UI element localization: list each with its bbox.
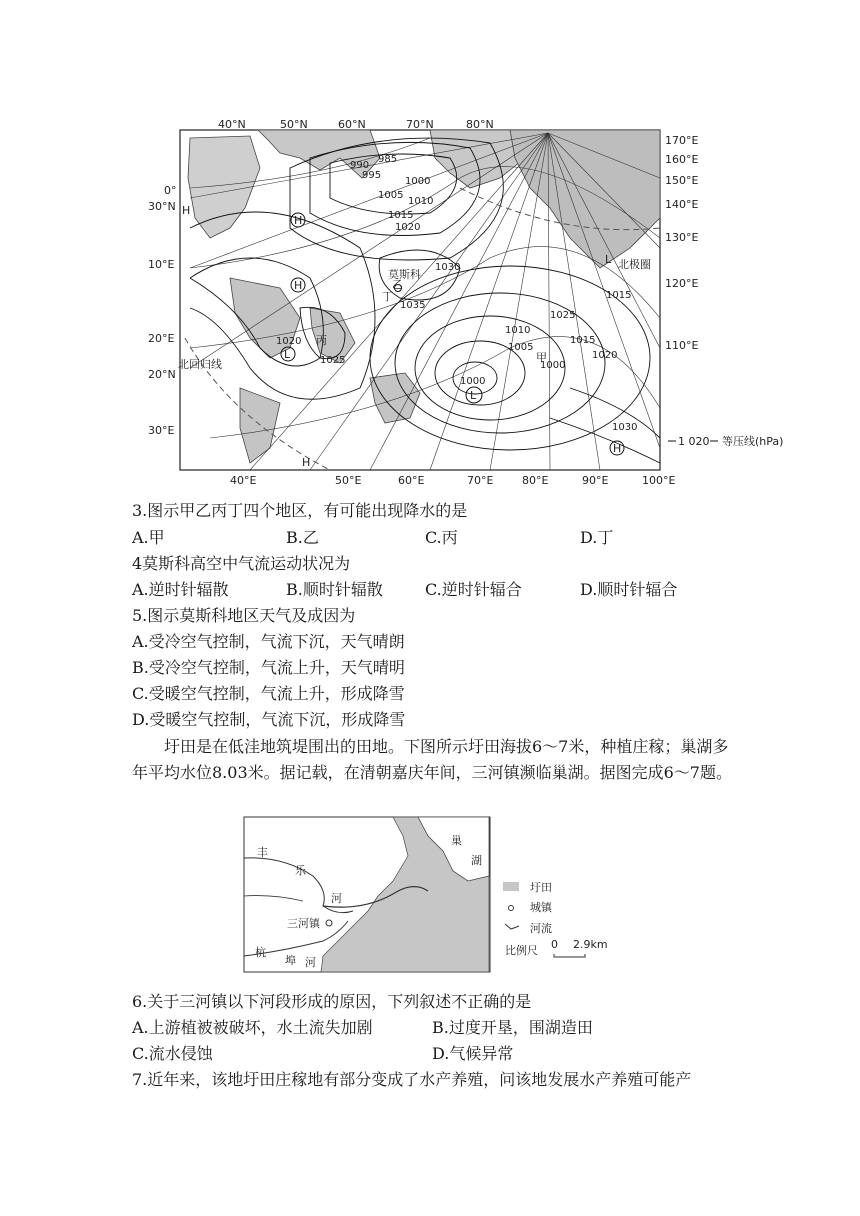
q3-stem: 3.图示甲乙丙丁四个地区，有可能出现降水的是 (132, 501, 468, 520)
lon-right-120: 120°E (665, 277, 699, 290)
lat-label-60: 60°N (338, 118, 366, 131)
legend-polder: 圩田 (530, 881, 552, 894)
isobar-label: 1005 (508, 342, 534, 353)
lon-bottom-80: 80°E (522, 474, 549, 487)
q3-option-d[interactable]: D.丁 (580, 528, 614, 547)
left-label-30e: 30°E (148, 424, 175, 437)
lon-bottom-70: 70°E (467, 474, 494, 487)
region-jia: 甲 (536, 351, 547, 364)
river-label-he2: 河 (305, 956, 316, 969)
isobar-label: 1010 (505, 325, 531, 336)
tropic-label: 北回归线 (178, 358, 222, 371)
weather-map (130, 118, 820, 490)
q6-option-c[interactable]: C.流水侵蚀 (132, 1044, 213, 1063)
legend-text: 等压线(hPa) (722, 435, 784, 448)
high-center: H (613, 442, 622, 455)
q6-stem: 6.关于三河镇以下河段形成的原因，下列叙述不正确的是 (132, 992, 532, 1011)
lat-label-80: 80°N (466, 118, 494, 131)
town-label: 三河镇 (287, 917, 320, 930)
scale-bar (554, 954, 585, 957)
high-center: H (302, 456, 311, 469)
lon-bottom-60: 60°E (398, 474, 425, 487)
region-ding: 丁 (382, 290, 393, 303)
lon-right-130: 130°E (665, 231, 699, 244)
q5-option-b[interactable]: B.受冷空气控制，气流上升，天气晴明 (132, 658, 405, 677)
lon-bottom-50: 50°E (335, 474, 362, 487)
lake-label-2: 湖 (471, 854, 482, 867)
legend-polder-swatch (503, 882, 519, 891)
river-label-feng: 丰 (257, 846, 268, 859)
isobar-label: 1020 (395, 222, 421, 233)
scale-zero: 0 (551, 938, 558, 951)
legend-town: 城镇 (530, 901, 552, 914)
q6-option-a[interactable]: A.上游植被被破坏，水土流失加剧 (132, 1018, 373, 1037)
q5-option-c[interactable]: C.受暖空气控制，气流上升，形成降雪 (132, 684, 405, 703)
isobar-label: 1010 (408, 196, 434, 207)
isobar-label: 1000 (405, 176, 431, 187)
legend-value: 1 020 (678, 435, 710, 448)
region-yi: 乙 (392, 278, 403, 291)
q7-stem: 7.近年来，该地圩田庄稼地有部分变成了水产养殖，问该地发展水产养殖可能产 (132, 1070, 692, 1089)
high-center: H (294, 214, 303, 227)
high-center: H (294, 279, 303, 292)
isobar-label: 1000 (460, 376, 486, 387)
left-label-20e: 20°E (148, 332, 175, 345)
lat-label-40: 40°N (218, 118, 246, 131)
isobar-label: 1020 (276, 336, 302, 347)
q3-option-a[interactable]: A.甲 (132, 528, 165, 547)
scale-label: 比例尺 (505, 944, 538, 957)
polder-map (243, 816, 623, 974)
isobar-label: 995 (362, 170, 382, 181)
scale-value: 2.9km (573, 938, 608, 951)
lon-bottom-40: 40°E (230, 474, 257, 487)
legend-river-swatch (505, 924, 519, 929)
legend-town-swatch (509, 906, 514, 911)
isobar-label: 1015 (570, 335, 596, 346)
q5-stem: 5.图示莫斯科地区天气及成因为 (132, 606, 356, 625)
lon-bottom-90: 90°E (582, 474, 609, 487)
low-center: L (284, 348, 291, 361)
q5-option-d[interactable]: D.受暖空气控制，气流下沉，形成降雪 (132, 710, 406, 729)
isobar-label: 1025 (320, 355, 346, 366)
region-bing: 丙 (316, 334, 327, 347)
legend-river: 河流 (530, 922, 552, 935)
lon-right-110: 110°E (665, 339, 699, 352)
passage-polder (132, 734, 732, 786)
q3-option-b[interactable]: B.乙 (286, 528, 319, 547)
lon-right-170: 170°E (665, 134, 699, 147)
isobar-label: 1005 (378, 190, 404, 201)
town-marker (326, 920, 332, 926)
lake-label-1: 巢 (451, 834, 462, 847)
lon-right-160: 160°E (665, 153, 699, 166)
lat-label-50: 50°N (280, 118, 308, 131)
q6-option-d[interactable]: D.气候异常 (432, 1044, 514, 1063)
low-center: L (470, 389, 477, 402)
left-label-20n: 20°N (148, 368, 176, 381)
lon-right-140: 140°E (665, 198, 699, 211)
isobar-label: 1030 (435, 262, 461, 273)
isobar-label: 1015 (388, 210, 414, 221)
isobar-label: 990 (350, 160, 370, 171)
q4-option-b[interactable]: B.顺时针辐散 (286, 580, 383, 599)
left-label-0: 0° (164, 184, 177, 197)
q3-option-c[interactable]: C.丙 (425, 528, 458, 547)
isobar-label: 1000 (540, 360, 566, 371)
low-center: L (605, 253, 612, 266)
isobar-label: 1035 (400, 300, 426, 311)
moscow-label: 莫斯科 (388, 268, 421, 281)
lon-bottom-100: 100°E (642, 474, 676, 487)
isobar-label: 1025 (550, 310, 576, 321)
isobar-label: 1020 (592, 350, 618, 361)
q4-option-c[interactable]: C.逆时针辐合 (425, 580, 522, 599)
q4-option-a[interactable]: A.逆时针辐散 (132, 580, 229, 599)
q6-option-b[interactable]: B.过度开垦，围湖造田 (432, 1018, 593, 1037)
q4-option-d[interactable]: D.顺时针辐合 (580, 580, 678, 599)
passage-text: 圩田是在低洼地筑堤围出的田地。下图所示圩田海拔6～7米，种植庄稼；巢湖多年平均水位8.03米。据记载，在清朝嘉庆年间，三河镇濒临巢湖。据图完成6～7题。 (132, 737, 732, 782)
q4-stem: 4莫斯科高空中气流运动状况为 (132, 554, 351, 573)
river-label-le: 乐 (295, 864, 306, 877)
q5-option-a[interactable]: A.受冷空气控制，气流下沉，天气晴朗 (132, 632, 405, 651)
lon-right-150: 150°E (665, 174, 699, 187)
left-label-10e: 10°E (148, 258, 175, 271)
lat-label-70: 70°N (406, 118, 434, 131)
river-label-hang: 杭 (255, 946, 266, 959)
arctic-circle-label: 北极圈 (618, 258, 651, 271)
isobar-label: 1030 (612, 422, 638, 433)
river-label-bu: 埠 (285, 954, 296, 967)
isobar-label: 985 (378, 154, 398, 165)
left-label-30n: 30°N (148, 200, 176, 213)
high-center: H (182, 204, 191, 217)
isobar-label: 1015 (606, 290, 632, 301)
river-label-he: 河 (331, 892, 342, 905)
